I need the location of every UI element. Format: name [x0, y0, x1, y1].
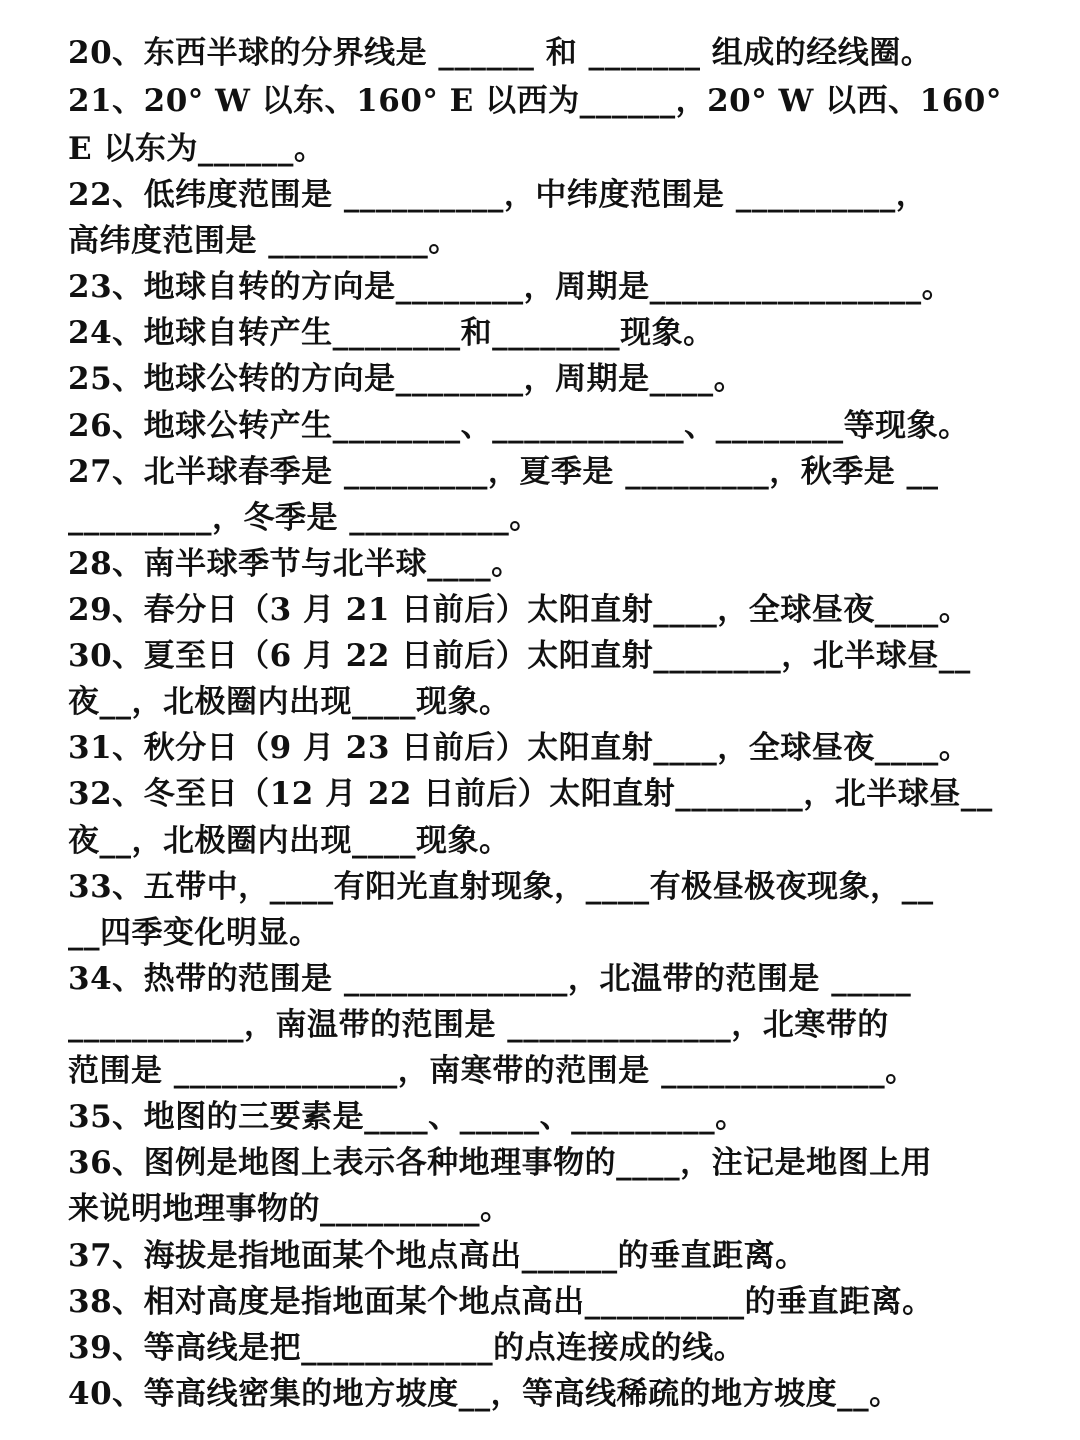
- question-line: E 以东为______。: [68, 131, 326, 167]
- question-line: 夜__，北极圈内出现____现象。: [68, 684, 511, 720]
- question-line: 39、等高线是把____________的点连接成的线。: [68, 1330, 746, 1366]
- question-line: 范围是 ______________，南寒带的范围是 ______________。: [68, 1053, 917, 1089]
- question-line: ___________，南温带的范围是 ______________，北寒带的: [68, 1007, 889, 1043]
- question-line: 20、东西半球的分界线是 ______ 和 _______ 组成的经线圈。: [68, 35, 933, 71]
- question-line: 32、冬至日（12 月 22 日前后）太阳直射________，北半球昼__: [68, 776, 993, 812]
- question-line: 27、北半球春季是 _________，夏季是 _________，秋季是 __: [68, 454, 939, 490]
- question-line: 30、夏至日（6 月 22 日前后）太阳直射________，北半球昼__: [68, 638, 971, 674]
- question-line: 23、地球自转的方向是________，周期是_________________。: [68, 269, 954, 305]
- question-line: 37、海拔是指地面某个地点高出______的垂直距离。: [68, 1238, 807, 1274]
- question-line: 36、图例是地图上表示各种地理事物的____，注记是地图上用: [68, 1145, 933, 1181]
- question-line: 来说明地理事物的__________。: [68, 1191, 512, 1227]
- question-line: 31、秋分日（9 月 23 日前后）太阳直射____，全球昼夜____。: [68, 730, 971, 766]
- question-line: 38、相对高度是指地面某个地点高出__________的垂直距离。: [68, 1284, 934, 1320]
- question-line: __四季变化明显。: [68, 915, 321, 951]
- question-line: 21、20° W 以东、160° E 以西为______，20° W 以西、160°: [68, 83, 1002, 119]
- question-line: 25、地球公转的方向是________，周期是____。: [68, 361, 746, 397]
- question-line: 34、热带的范围是 ______________，北温带的范围是 _____: [68, 961, 912, 997]
- question-line: 22、低纬度范围是 __________，中纬度范围是 __________，: [68, 177, 928, 213]
- question-line: 29、春分日（3 月 21 日前后）太阳直射____，全球昼夜____。: [68, 592, 971, 628]
- question-line: 26、地球公转产生________、____________、________等现象。: [68, 408, 970, 444]
- question-line: _________，冬季是 __________。: [68, 500, 541, 536]
- question-line: 28、南半球季节与北半球____。: [68, 546, 523, 582]
- question-line: 24、地球自转产生________和________现象。: [68, 315, 715, 351]
- question-line: 高纬度范围是 __________。: [68, 223, 460, 259]
- question-line: 35、地图的三要素是____、_____、_________。: [68, 1099, 747, 1135]
- question-line: 夜__，北极圈内出现____现象。: [68, 823, 511, 859]
- question-line: 40、等高线密集的地方坡度__，等高线稀疏的地方坡度__。: [68, 1376, 901, 1412]
- question-line: 33、五带中，____有阳光直射现象，____有极昼极夜现象，__: [68, 869, 934, 905]
